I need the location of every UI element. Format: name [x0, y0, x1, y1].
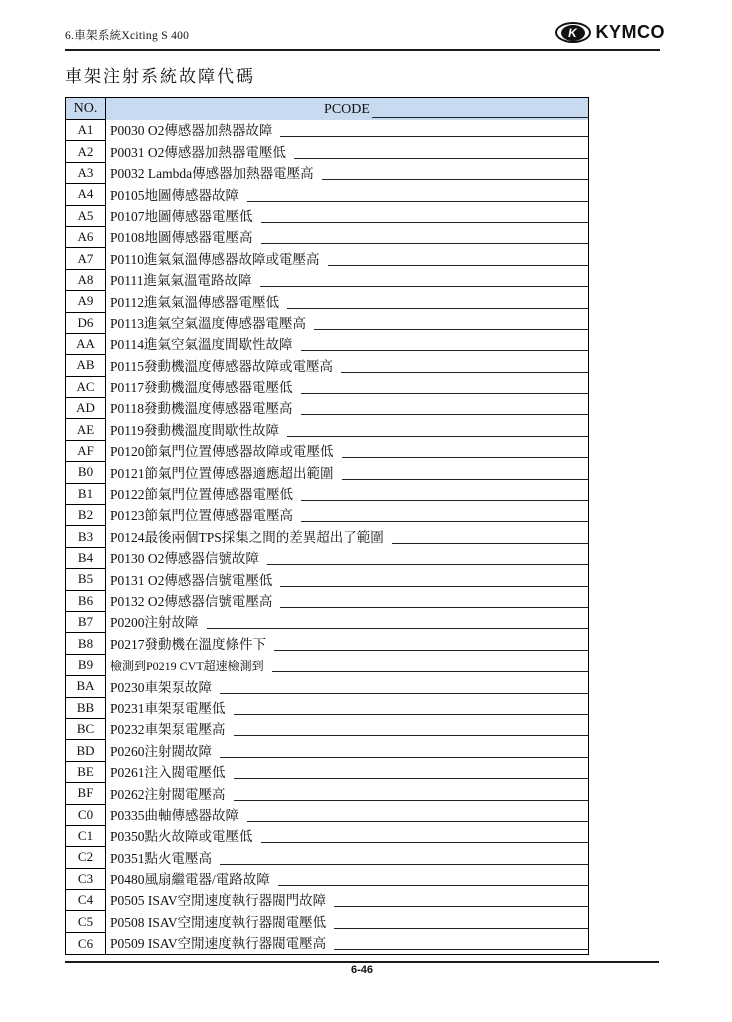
table-row: [66, 141, 588, 162]
pcode-cell: [106, 719, 588, 740]
table-row: [66, 911, 588, 932]
pcode-text: P0123節氣門位置傳感器電壓高: [110, 508, 294, 524]
underline-fill: [261, 222, 588, 223]
no-cell: C3: [66, 869, 106, 890]
no-cell: A9: [66, 291, 106, 312]
header-fill-line: [372, 117, 588, 118]
underline-fill: [234, 735, 588, 736]
no-cell: C2: [66, 847, 106, 868]
column-header-pcode-label: PCODE: [324, 102, 370, 117]
pcode-cell: [106, 484, 588, 505]
underline-fill: [322, 179, 588, 180]
underline-fill: [342, 457, 588, 458]
pcode-cell: [106, 141, 588, 162]
pcode-text: P0105地圖傳感器故障: [110, 187, 240, 203]
underline-fill: [261, 243, 588, 244]
table-row: [66, 805, 588, 826]
table-row: [66, 377, 588, 398]
table-row: [66, 612, 588, 633]
underline-fill: [274, 650, 588, 651]
pcode-cell: [106, 655, 588, 676]
table-header-row: [66, 98, 588, 120]
table-row: [66, 398, 588, 419]
underline-fill: [334, 906, 588, 907]
table-row: [66, 698, 588, 719]
no-cell: BF: [66, 783, 106, 804]
table-row: [66, 719, 588, 740]
pcode-text: P0111進氣氣溫電路故障: [110, 273, 252, 289]
pcode-cell: [106, 548, 588, 569]
table-row: [66, 548, 588, 569]
underline-fill: [280, 586, 588, 587]
no-cell: AC: [66, 377, 106, 398]
no-cell: B3: [66, 526, 106, 547]
pcode-text: P0132 O2傳感器信號電壓高: [110, 593, 273, 609]
pcode-text: P0130 O2傳感器信號故障: [110, 551, 259, 567]
no-cell: BC: [66, 719, 106, 740]
pcode-cell: [106, 591, 588, 612]
pcode-cell: [106, 826, 588, 847]
column-header-no: NO.: [66, 98, 106, 120]
underline-fill: [234, 800, 588, 801]
pcode-text: P0113進氣空氣溫度傳感器電壓高: [110, 315, 307, 331]
underline-fill: [287, 308, 588, 309]
brand-name: KYMCO: [595, 22, 665, 42]
underline-fill: [314, 329, 588, 330]
no-cell: AF: [66, 441, 106, 462]
underline-fill: [334, 928, 588, 929]
pcode-cell: [106, 206, 588, 227]
pcode-text: P0131 O2傳感器信號電壓低: [110, 572, 273, 588]
pcode-text: P0261注入閥電壓低: [110, 765, 226, 781]
table-row: [66, 248, 588, 269]
underline-fill: [234, 778, 588, 779]
pcode-table-body: [66, 120, 588, 954]
underline-fill: [247, 201, 588, 202]
table-row: [66, 933, 588, 954]
no-cell: A1: [66, 120, 106, 141]
pcode-cell: [106, 313, 588, 334]
table-row: [66, 655, 588, 676]
pcode-cell: [106, 911, 588, 932]
pcode-cell: [106, 398, 588, 419]
table-row: [66, 783, 588, 804]
footer-divider: [65, 961, 659, 963]
pcode-cell: [106, 184, 588, 205]
no-cell: B7: [66, 612, 106, 633]
pcode-text: P0108地圖傳感器電壓高: [110, 230, 253, 246]
no-cell: B2: [66, 505, 106, 526]
table-row: [66, 441, 588, 462]
pcode-cell: [106, 227, 588, 248]
underline-fill: [294, 158, 588, 159]
pcode-text: P0121節氣門位置傳感器適應超出範圍: [110, 465, 334, 481]
section-header: 6.車架系統Xciting S 400: [65, 30, 190, 42]
pcode-cell: [106, 270, 588, 291]
table-row: [66, 227, 588, 248]
pcode-cell: [106, 740, 588, 761]
no-cell: AD: [66, 398, 106, 419]
pcode-text: P0335曲軸傳感器故障: [110, 807, 240, 823]
no-cell: AA: [66, 334, 106, 355]
no-cell: C5: [66, 911, 106, 932]
pcode-text: P0508 ISAV空閒速度執行器閥電壓低: [110, 914, 327, 930]
no-cell: A2: [66, 141, 106, 162]
pcode-text: P0030 O2傳感器加熱器故障: [110, 123, 273, 139]
no-cell: A5: [66, 206, 106, 227]
table-row: [66, 184, 588, 205]
page-number: 6-46: [350, 964, 374, 976]
pcode-text: P0032 Lambda傳感器加熱器電壓高: [110, 166, 314, 182]
underline-fill: [278, 885, 588, 886]
no-cell: B8: [66, 633, 106, 654]
no-cell: AE: [66, 419, 106, 440]
no-cell: C1: [66, 826, 106, 847]
pcode-cell: [106, 805, 588, 826]
underline-fill: [247, 821, 588, 822]
pcode-text: P0232車架泵電壓高: [110, 722, 226, 738]
pcode-text: P0217發動機在溫度條件下: [110, 636, 267, 652]
kymco-k-glyph: K: [561, 25, 585, 41]
no-cell: A3: [66, 163, 106, 184]
table-row: [66, 270, 588, 291]
pcode-text: P0110進氣氣溫傳感器故障或電壓高: [110, 251, 320, 267]
underline-fill: [341, 372, 588, 373]
pcode-cell: [106, 377, 588, 398]
no-cell: B4: [66, 548, 106, 569]
no-cell: B1: [66, 484, 106, 505]
table-row: [66, 419, 588, 440]
no-cell: C0: [66, 805, 106, 826]
underline-fill: [267, 564, 588, 565]
pcode-text: P0260注射閥故障: [110, 743, 213, 759]
no-cell: C4: [66, 890, 106, 911]
underline-fill: [334, 949, 588, 950]
table-row: [66, 334, 588, 355]
pcode-cell: [106, 762, 588, 783]
table-row: [66, 291, 588, 312]
no-cell: A4: [66, 184, 106, 205]
pcode-text: P0230車架泵故障: [110, 679, 213, 695]
no-cell: B9: [66, 655, 106, 676]
pcode-text: P0112進氣氣溫傳感器電壓低: [110, 294, 280, 310]
underline-fill: [220, 693, 588, 694]
pcode-text: P0115發動機溫度傳感器故障或電壓高: [110, 358, 334, 374]
pcode-text: P0480風扇繼電器/電路故障: [110, 872, 270, 888]
table-row: [66, 676, 588, 697]
pcode-cell: [106, 248, 588, 269]
table-row: [66, 313, 588, 334]
underline-fill: [301, 414, 588, 415]
pcode-cell: [106, 505, 588, 526]
fault-code-table: [65, 97, 589, 955]
table-row: [66, 890, 588, 911]
underline-fill: [392, 543, 588, 544]
pcode-text: P0200注射故障: [110, 615, 199, 631]
table-row: [66, 462, 588, 483]
no-cell: B0: [66, 462, 106, 483]
underline-fill: [301, 393, 588, 394]
header-divider: [65, 49, 660, 51]
pcode-text: P0505 ISAV空閒速度執行器閥門故障: [110, 893, 327, 909]
table-row: [66, 762, 588, 783]
column-header-pcode: [106, 98, 588, 120]
table-row: [66, 826, 588, 847]
pcode-text: P0114進氣空氣溫度間歇性故障: [110, 337, 293, 353]
no-cell: A6: [66, 227, 106, 248]
pcode-cell: [106, 163, 588, 184]
table-row: [66, 206, 588, 227]
pcode-text: P0117發動機溫度傳感器電壓低: [110, 380, 293, 396]
pcode-cell: [106, 419, 588, 440]
table-row: [66, 505, 588, 526]
pcode-cell: [106, 847, 588, 868]
pcode-cell: [106, 334, 588, 355]
table-row: [66, 740, 588, 761]
underline-fill: [301, 521, 588, 522]
table-row: [66, 526, 588, 547]
pcode-cell: [106, 869, 588, 890]
pcode-text: P0509 ISAV空閒速度執行器閥電壓高: [110, 936, 327, 952]
underline-fill: [301, 350, 588, 351]
pcode-text: P0107地圖傳感器電壓低: [110, 208, 253, 224]
underline-fill: [328, 265, 588, 266]
pcode-cell: [106, 291, 588, 312]
no-cell: BE: [66, 762, 106, 783]
underline-fill: [287, 436, 588, 437]
underline-fill: [280, 607, 588, 608]
pcode-cell: [106, 698, 588, 719]
underline-fill: [261, 842, 588, 843]
pcode-text: P0118發動機溫度傳感器電壓高: [110, 401, 293, 417]
underline-fill: [220, 864, 588, 865]
underline-fill: [220, 757, 588, 758]
underline-fill: [272, 671, 588, 672]
pcode-cell: [106, 120, 588, 141]
table-row: [66, 163, 588, 184]
pcode-cell: [106, 633, 588, 654]
pcode-cell: [106, 526, 588, 547]
pcode-cell: [106, 612, 588, 633]
underline-fill: [207, 628, 588, 629]
no-cell: A7: [66, 248, 106, 269]
pcode-cell: [106, 783, 588, 804]
table-row: [66, 569, 588, 590]
table-row: [66, 847, 588, 868]
table-row: [66, 591, 588, 612]
table-row: [66, 869, 588, 890]
table-row: [66, 633, 588, 654]
pcode-text: P0124最後兩個TPS採集之間的差異超出了範圍: [110, 529, 384, 545]
pcode-cell: [106, 676, 588, 697]
pcode-cell: [106, 441, 588, 462]
pcode-text: P0122節氣門位置傳感器電壓低: [110, 487, 294, 503]
no-cell: AB: [66, 355, 106, 376]
brand-logo: [555, 22, 666, 43]
no-cell: BB: [66, 698, 106, 719]
pcode-text: 檢測到P0219 CVT超速檢測到: [110, 659, 264, 674]
pcode-text: P0031 O2傳感器加熱器電壓低: [110, 144, 286, 160]
no-cell: C6: [66, 933, 106, 954]
no-cell: B6: [66, 591, 106, 612]
pcode-cell: [106, 355, 588, 376]
underline-fill: [280, 136, 588, 137]
pcode-text: P0120節氣門位置傳感器故障或電壓低: [110, 444, 334, 460]
underline-fill: [234, 714, 588, 715]
no-cell: BA: [66, 676, 106, 697]
pcode-text: P0231車架泵電壓低: [110, 700, 226, 716]
underline-fill: [342, 479, 588, 480]
underline-fill: [260, 286, 588, 287]
underline-fill: [301, 500, 588, 501]
pcode-text: P0350點火故障或電壓低: [110, 829, 253, 845]
pcode-cell: [106, 569, 588, 590]
pcode-cell: [106, 933, 588, 954]
pcode-cell: [106, 462, 588, 483]
table-row: [66, 355, 588, 376]
pcode-cell: [106, 890, 588, 911]
pcode-text: P0351點火電壓高: [110, 850, 213, 866]
no-cell: D6: [66, 313, 106, 334]
no-cell: B5: [66, 569, 106, 590]
table-row: [66, 120, 588, 141]
table-row: [66, 484, 588, 505]
pcode-text: P0262注射閥電壓高: [110, 786, 226, 802]
no-cell: A8: [66, 270, 106, 291]
kymco-emblem-icon: [555, 22, 591, 43]
pcode-text: P0119發動機溫度間歇性故障: [110, 422, 280, 438]
page-title: 車架注射系統故障代碼: [65, 67, 255, 86]
no-cell: BD: [66, 740, 106, 761]
